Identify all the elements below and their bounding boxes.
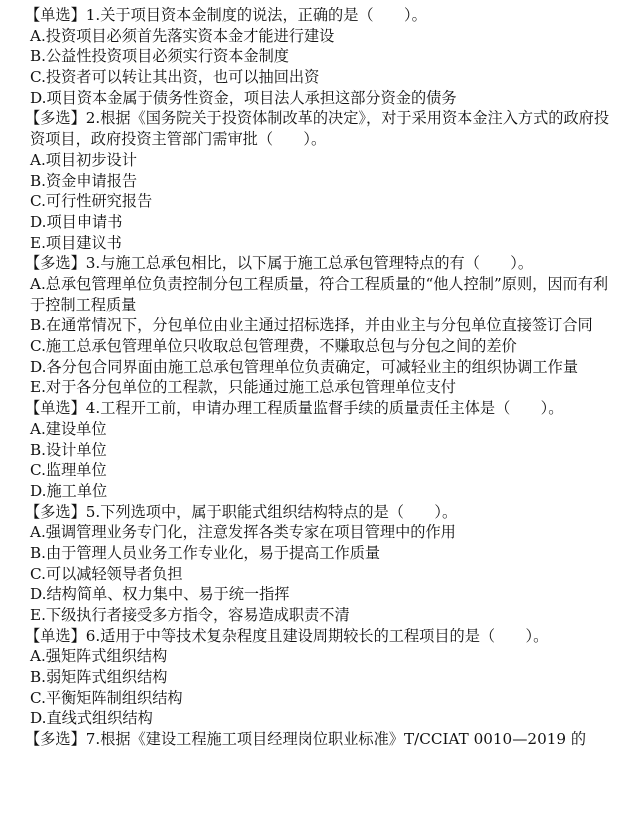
option-item: C.监理单位 (30, 461, 107, 480)
question-stem: 【单选】6.适用于中等技术复杂程度且建设周期较长的工程项目的是（ ）。 (25, 626, 549, 645)
option-item: E.项目建议书 (30, 233, 122, 252)
option-item: C.投资者可以转让其出资，也可以抽回出资 (30, 68, 320, 87)
option-item: B.资金申请报告 (30, 171, 138, 190)
option-item: C.可行性研究报告 (30, 192, 153, 211)
option-item: C.可以减轻领导者负担 (30, 564, 183, 583)
option-item: D.项目申请书 (30, 212, 123, 231)
option-item: D.各分包合同界面由施工总承包管理单位负责确定，可减轻业主的组织协调工作量 (30, 357, 579, 376)
option-item: D.施工单位 (30, 481, 108, 500)
option-item: A.投资项目必须首先落实资本金才能进行建设 (30, 26, 335, 45)
option-item: B.在通常情况下，分包单位由业主通过招标选择，并由业主与分包单位直接签订合同 (30, 316, 593, 335)
question-stem: 【多选】2.根据《国务院关于投资体制改革的决定》，对于采用资本金注入方式的政府投资项目，政府投资主管部门需审批（ ）。 (25, 109, 610, 149)
option-item: B.公益性投资项目必须实行资本金制度 (30, 47, 289, 66)
option-item: D.结构简单、权力集中、易于统一指挥 (30, 585, 290, 604)
question-document (25, 5, 615, 750)
option-item: C.平衡矩阵制组织结构 (30, 688, 183, 707)
question-stem: 【单选】4.工程开工前，申请办理工程质量监督手续的质量责任主体是（ ）。 (25, 399, 564, 418)
option-item: B.设计单位 (30, 440, 107, 459)
option-item: A.强调管理业务专门化，注意发挥各类专家在项目管理中的作用 (30, 523, 456, 542)
option-item: A.强矩阵式组织结构 (30, 647, 168, 666)
option-item: A.总承包管理单位负责控制分包工程质量，符合工程质量的“他人控制”原则，因而有利于控制工程质量 (30, 274, 609, 314)
option-item: D.直线式组织结构 (30, 709, 153, 728)
question-stem: 【多选】5.下列选项中，属于职能式组织结构特点的是（ ）。 (25, 502, 458, 521)
option-item: A.项目初步设计 (30, 150, 137, 169)
option-item: E.下级执行者接受多方指令，容易造成职责不清 (30, 606, 350, 625)
option-item: D.项目资本金属于债务性资金，项目法人承担这部分资金的债务 (30, 88, 457, 107)
question-stem: 【多选】7.根据《建设工程施工项目经理岗位职业标准》T/CCIAT 0010—2019 的 (25, 730, 587, 749)
option-item: E.对于各分包单位的工程款，只能通过施工总承包管理单位支付 (30, 378, 456, 397)
option-item: B.由于管理人员业务工作专业化，易于提高工作质量 (30, 543, 381, 562)
option-item: A.建设单位 (30, 419, 107, 438)
option-item: B.弱矩阵式组织结构 (30, 668, 168, 687)
question-stem: 【多选】3.与施工总承包相比，以下属于施工总承包管理特点的有（ ）。 (25, 254, 534, 273)
option-item: C.施工总承包管理单位只收取总包管理费，不赚取总包与分包之间的差价 (30, 337, 517, 356)
question-stem: 【单选】1.关于项目资本金制度的说法，正确的是（ ）。 (25, 6, 427, 24)
